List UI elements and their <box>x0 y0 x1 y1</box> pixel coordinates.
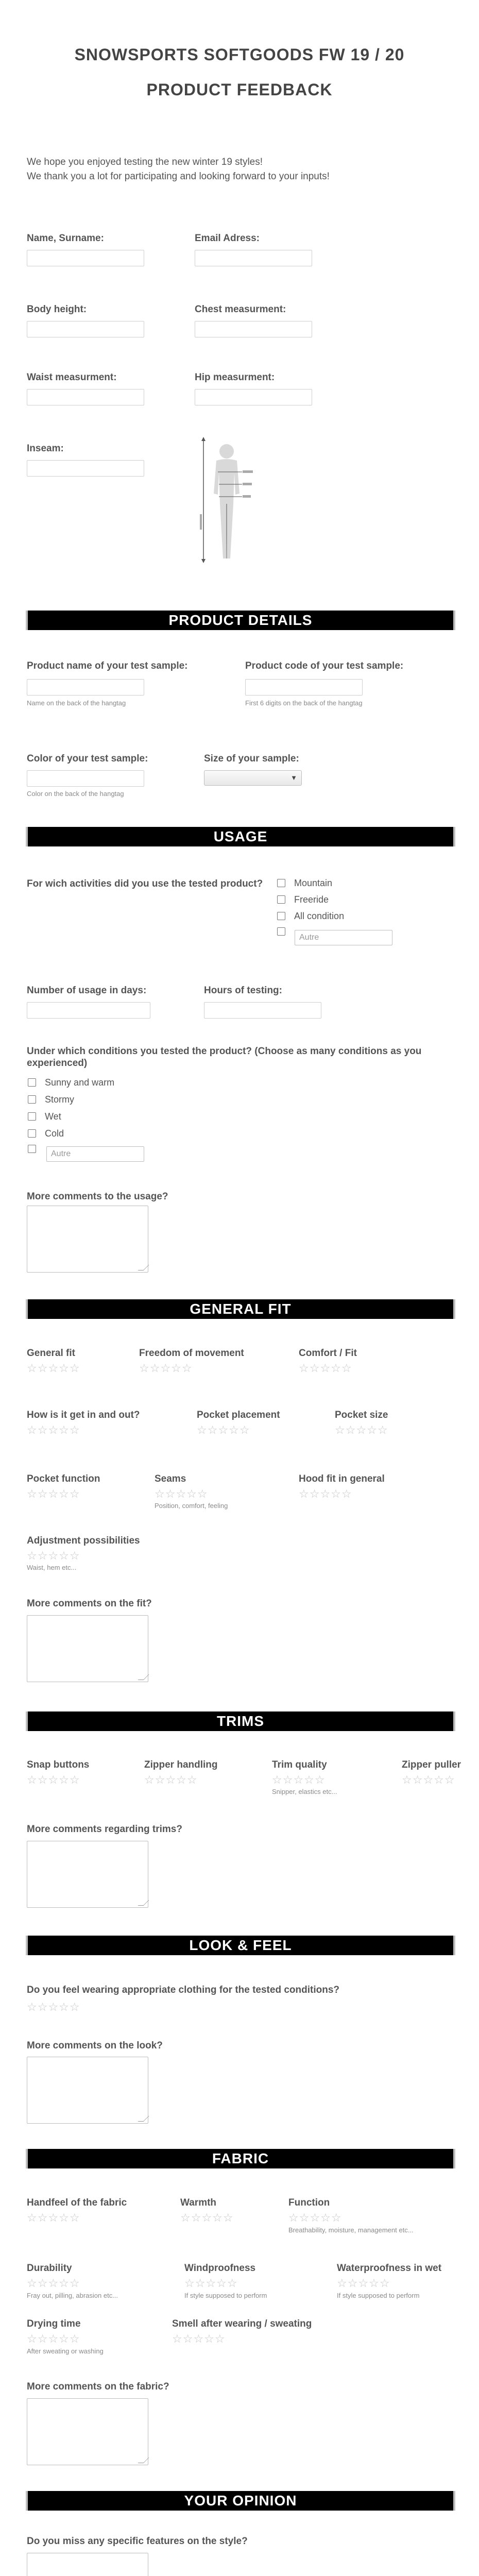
look-comments-textarea[interactable] <box>27 2057 148 2124</box>
zipper-handling-rating[interactable]: ☆☆☆☆☆ <box>144 1773 198 1786</box>
product-code-label: Product code of your test sample: <box>245 660 404 671</box>
trim-quality-label: Trim quality <box>272 1759 327 1770</box>
testing-hours-input[interactable] <box>204 1002 321 1019</box>
mountain-checkbox[interactable] <box>277 879 285 887</box>
miss-features-label: Do you miss any specific features on the style? <box>27 2536 248 2547</box>
intro-line-2: We thank you a lot for participating and looking forward to your inputs! <box>27 171 330 182</box>
hip-label: Hip measurment: <box>195 372 275 383</box>
durability-label: Durability <box>27 2263 72 2274</box>
sunny-option-label: Sunny and warm <box>45 1077 115 1088</box>
usage-days-input[interactable] <box>27 1002 150 1019</box>
waist-input[interactable] <box>27 389 144 405</box>
color-sublabel: Color on the back of the hangtag <box>27 790 124 798</box>
testing-hours-label: Hours of testing: <box>204 985 282 996</box>
color-input[interactable] <box>27 770 144 787</box>
trims-comments-textarea[interactable] <box>27 1841 148 1908</box>
freeride-option-label: Freeride <box>294 894 329 905</box>
general-fit-header: GENERAL FIT <box>26 1299 455 1319</box>
condition-option-cold[interactable] <box>28 1128 64 1139</box>
seams-rating[interactable]: ☆☆☆☆☆ <box>155 1487 208 1500</box>
freedom-rating[interactable]: ☆☆☆☆☆ <box>139 1362 193 1375</box>
pocket-placement-label: Pocket placement <box>197 1410 280 1420</box>
drying-time-label: Drying time <box>27 2318 81 2329</box>
freedom-label: Freedom of movement <box>139 1348 244 1359</box>
appropriate-clothing-label: Do you feel wearing appropriate clothing for the tested conditions? <box>27 1985 339 1995</box>
all-condition-option-label: All condition <box>294 910 345 921</box>
durability-sublabel: Fray out, pilling, abrasion etc... <box>27 2292 118 2299</box>
general-fit-rating[interactable]: ☆☆☆☆☆ <box>27 1362 80 1375</box>
name-input[interactable] <box>27 250 144 266</box>
pocket-size-rating[interactable]: ☆☆☆☆☆ <box>335 1423 388 1436</box>
fabric-comments-label: More comments on the fabric? <box>27 2381 169 2392</box>
waterproofness-rating[interactable]: ☆☆☆☆☆ <box>337 2277 390 2290</box>
chest-label: Chest measurment: <box>195 304 286 315</box>
form-subtitle: PRODUCT FEEDBACK <box>146 80 333 99</box>
product-name-label: Product name of your test sample: <box>27 660 188 671</box>
product-name-sublabel: Name on the back of the hangtag <box>27 699 126 707</box>
windproofness-label: Windproofness <box>184 2263 256 2274</box>
look-feel-header: LOOK & FEEL <box>26 1936 455 1955</box>
general-fit-label: General fit <box>27 1348 75 1359</box>
snap-buttons-rating[interactable]: ☆☆☆☆☆ <box>27 1773 80 1786</box>
cold-checkbox[interactable] <box>28 1129 36 1138</box>
in-and-out-label: How is it get in and out? <box>27 1410 140 1420</box>
windproofness-rating[interactable]: ☆☆☆☆☆ <box>184 2277 238 2290</box>
zipper-puller-rating[interactable]: ☆☆☆☆☆ <box>402 1773 455 1786</box>
product-name-input[interactable] <box>27 679 144 696</box>
chest-input[interactable] <box>195 321 312 337</box>
smell-rating[interactable]: ☆☆☆☆☆ <box>172 2332 226 2345</box>
zipper-puller-label: Zipper puller <box>402 1759 461 1770</box>
activity-other-input[interactable]: Autre <box>295 930 392 945</box>
trims-header: TRIMS <box>26 1711 455 1731</box>
trim-quality-rating[interactable]: ☆☆☆☆☆ <box>272 1773 326 1786</box>
in-and-out-rating[interactable]: ☆☆☆☆☆ <box>27 1423 80 1436</box>
fabric-header: FABRIC <box>26 2149 455 2168</box>
fit-comments-textarea[interactable] <box>27 1615 148 1682</box>
usage-comments-textarea[interactable] <box>27 1206 148 1273</box>
all-condition-checkbox[interactable] <box>277 912 285 920</box>
pocket-function-label: Pocket function <box>27 1473 100 1484</box>
activity-option-mountain[interactable] <box>277 877 332 889</box>
condition-option-stormy[interactable] <box>28 1094 74 1105</box>
product-details-header: PRODUCT DETAILS <box>26 611 455 630</box>
drying-time-rating[interactable]: ☆☆☆☆☆ <box>27 2332 80 2345</box>
pocket-function-rating[interactable]: ☆☆☆☆☆ <box>27 1487 80 1500</box>
product-code-sublabel: First 6 digits on the back of the hangtag <box>245 699 363 707</box>
wet-checkbox[interactable] <box>28 1112 36 1121</box>
intro-line-1: We hope you enjoyed testing the new winter 19 styles! <box>27 157 263 167</box>
sunny-checkbox[interactable] <box>28 1078 36 1087</box>
adjustment-rating[interactable]: ☆☆☆☆☆ <box>27 1549 80 1562</box>
condition-other-input[interactable]: Autre <box>46 1146 144 1162</box>
conditions-label-line-1: Under which conditions you tested the product? (Choose as many conditions as you <box>27 1046 422 1057</box>
trims-comments-label: More comments regarding trims? <box>27 1824 182 1835</box>
usage-header: USAGE <box>26 827 455 846</box>
smell-label: Smell after wearing / sweating <box>172 2318 312 2329</box>
function-rating[interactable]: ☆☆☆☆☆ <box>288 2211 342 2224</box>
email-label: Email Adress: <box>195 233 260 244</box>
opinion-header: YOUR OPINION <box>26 2491 455 2511</box>
handfeel-rating[interactable]: ☆☆☆☆☆ <box>27 2211 80 2224</box>
body-height-input[interactable] <box>27 321 144 337</box>
usage-comments-label: More comments to the usage? <box>27 1191 168 1202</box>
adjustment-sublabel: Waist, hem etc... <box>27 1564 77 1571</box>
wet-option-label: Wet <box>45 1111 61 1122</box>
windproofness-sublabel: If style supposed to perform <box>184 2292 267 2299</box>
email-input[interactable] <box>195 250 312 266</box>
handfeel-label: Handfeel of the fabric <box>27 2197 127 2208</box>
drying-time-sublabel: After sweating or washing <box>27 2347 104 2355</box>
warmth-label: Warmth <box>180 2197 217 2208</box>
function-sublabel: Breathability, moisture, management etc... <box>288 2226 414 2234</box>
mountain-option-label: Mountain <box>294 877 333 888</box>
look-comments-label: More comments on the look? <box>27 2040 163 2051</box>
body-height-label: Body height: <box>27 304 87 315</box>
miss-features-textarea[interactable] <box>27 2553 148 2576</box>
comfort-label: Comfort / Fit <box>299 1348 357 1359</box>
activity-option-all-condition[interactable] <box>277 910 344 922</box>
seams-label: Seams <box>155 1473 186 1484</box>
trim-quality-sublabel: Snipper, elastics etc... <box>272 1788 337 1795</box>
warmth-rating[interactable]: ☆☆☆☆☆ <box>180 2211 234 2224</box>
function-label: Function <box>288 2197 330 2208</box>
stormy-option-label: Stormy <box>45 1094 75 1105</box>
hip-input[interactable] <box>195 389 312 405</box>
condition-option-sunny[interactable] <box>28 1077 114 1088</box>
product-code-input[interactable] <box>245 679 363 696</box>
freeride-checkbox[interactable] <box>277 895 285 904</box>
body-measurement-figure <box>198 437 268 563</box>
waterproofness-sublabel: If style supposed to perform <box>337 2292 420 2299</box>
snap-buttons-label: Snap buttons <box>27 1759 90 1770</box>
hood-fit-label: Hood fit in general <box>299 1473 385 1484</box>
hood-fit-rating[interactable]: ☆☆☆☆☆ <box>299 1487 352 1500</box>
waist-label: Waist measurment: <box>27 372 117 383</box>
conditions-label-line-2: experienced) <box>27 1058 88 1069</box>
color-label: Color of your test sample: <box>27 753 148 764</box>
zipper-handling-label: Zipper handling <box>144 1759 218 1770</box>
size-select[interactable] <box>204 770 302 786</box>
name-label: Name, Surname: <box>27 233 104 244</box>
activity-option-freeride[interactable] <box>277 894 329 905</box>
fabric-comments-textarea[interactable] <box>27 2398 148 2465</box>
cold-option-label: Cold <box>45 1128 64 1139</box>
appropriate-clothing-rating[interactable]: ☆☆☆☆☆ <box>27 2001 80 2013</box>
size-label: Size of your sample: <box>204 753 299 764</box>
activity-other-checkbox[interactable] <box>277 927 285 938</box>
usage-days-label: Number of usage in days: <box>27 985 147 996</box>
pocket-placement-rating[interactable]: ☆☆☆☆☆ <box>197 1423 250 1436</box>
inseam-input[interactable] <box>27 460 144 477</box>
inseam-label: Inseam: <box>27 443 64 454</box>
waterproofness-label: Waterproofness in wet <box>337 2263 442 2274</box>
condition-other-checkbox[interactable] <box>28 1145 36 1156</box>
adjustment-label: Adjustment possibilities <box>27 1535 140 1546</box>
durability-rating[interactable]: ☆☆☆☆☆ <box>27 2277 80 2290</box>
seams-sublabel: Position, comfort, feeling <box>155 1502 228 1510</box>
chevron-down-icon: ▼ <box>290 774 297 782</box>
pocket-size-label: Pocket size <box>335 1410 388 1420</box>
comfort-rating[interactable]: ☆☆☆☆☆ <box>299 1362 352 1375</box>
condition-option-wet[interactable] <box>28 1111 61 1122</box>
form-title: SNOWSPORTS SOFTGOODS FW 19 / 20 <box>74 45 405 64</box>
fit-comments-label: More comments on the fit? <box>27 1598 152 1609</box>
activities-label: For wich activities did you use the tested product? <box>27 878 263 889</box>
stormy-checkbox[interactable] <box>28 1095 36 1104</box>
